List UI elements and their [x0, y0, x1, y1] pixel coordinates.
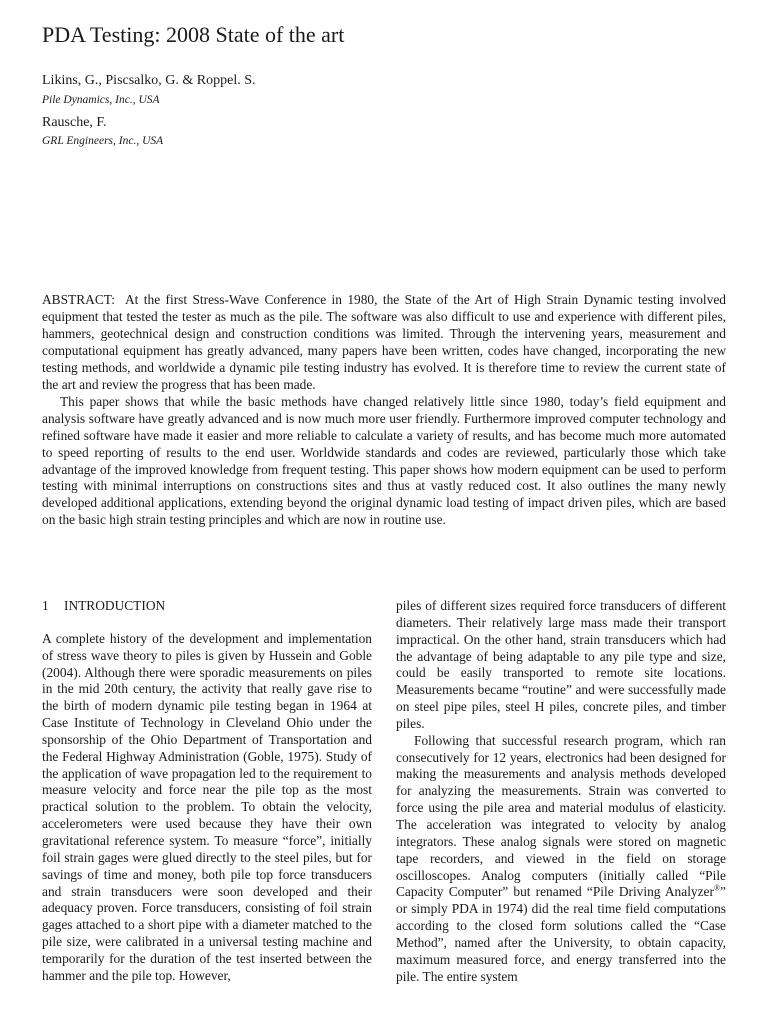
author-names-1: Likins, G., Piscsalko, G. & Roppel. S.	[42, 73, 256, 88]
section-title: INTRODUCTION	[64, 598, 166, 613]
author-affiliation-2: GRL Engineers, Inc., USA	[42, 135, 164, 147]
body-paragraph: A complete history of the development and implementation of stress wave theory to piles is given by Hussein and Goble (2004). Although there were sporadic measurements on piles in the mid 20th century, the activity that really gave rise to the birth of modern dynamic pile testing began in 1964 at Case Institute of Technology in Cleveland Ohio under the sponsorship of the Ohio Department of Transportation and the Federal Highway Administration (Goble, 1975). Study of the application of wave propagation led to the requirement to measure velocity and force near the pile top as the most practical solution to the problem. To obtain the velocity, accelerometers were used because they have their own gravitational reference system. To measure “force”, initially foil strain gages were glued directly to the steel piles, but for savings of time and money, both pile top force transducers and strain transducers were soon developed and their adequacy proven. Force transducers, consisting of foil strain gages attached to a short pipe with a diameter matched to the pile size, were calibrated in a universal testing machine and temporarily for the duration of the test inserted between the hammer and the pile top. However,	[42, 630, 372, 983]
abstract-paragraph-1: ABSTRACT: At the first Stress-Wave Conference in 1980, the State of the Art of High Strain Dynamic testing involved equipment that tested the tester as much as the pile. The software was also difficult to use and experience with different piles, hammers, geotechnical design and construction conditions was limited. Through the intervening years, measurement and computational equipment has greatly advanced, many papers have been written, codes have changed, incorporating the new testing methods, and worldwide a dynamic pile testing industry has evolved. It is therefore time to review the current state of the art and review the progress that has been made.	[42, 292, 726, 392]
body-text: Following that successful research program, which ran consecutively for 12 years, electronics had been designed for making the measurements and analysis methods developed for analyzing the measurements. Strain was converted to force using the pile area and material modulus of elasticity. The acceleration was integrated to velocity by analog integrators. These analog signals were stored on magnetic tape recorders, and viewed in the field on storage oscilloscopes. Analog computers (initially called “Pile Capacity Computer” but renamed “Pile Driving Analyzer	[396, 732, 726, 900]
body-paragraph: piles of different sizes required force transducers of different diameters. Their relatively large mass made their transport impractical. On the other hand, strain transducers which had the advantage of being adaptable to any pile type and size, could be easily transported to remote site locations. Measurements became “routine” and were successfully made on steel pipe piles, steel H piles, concrete piles, and timber piles.	[396, 598, 726, 731]
abstract-paragraph-2: This paper shows that while the basic methods have changed relatively little since 1980, today’s field equipment and analysis software have greatly advanced and is now much more user friendly. Furthermore improved computer technology and refined software have made it easier and more reliable to calculate a variety of results, and has become much more automated to speed reporting of results to the end user. Worldwide standards and codes are reviewed, particularly those which take advantage of the improved knowledge from frequent testing. This paper shows how modern equipment can be used to perform testing with minimal interruptions on constructions sites and thus at vastly reduced cost. It also outlines the many newly developed additional applications, extending beyond the original dynamic load testing of impact driven piles, which are based on the basic high strain testing principles and which are now in routine use.	[42, 393, 726, 528]
body-paragraph	[396, 733, 726, 986]
author-affiliation-1: Pile Dynamics, Inc., USA	[42, 94, 160, 106]
body-text: ” or simply PDA in 1974) did the real time field computations according to the closed form solutions called the “Case Method”, named after the University, to obtain capacity, maximum measured force, and energy transferred into the pile. The entire system	[396, 884, 726, 984]
author-names-2: Rausche, F.	[42, 115, 107, 130]
left-column	[42, 598, 372, 985]
registered-mark: ®	[713, 883, 721, 893]
abstract	[42, 292, 726, 529]
right-column	[396, 598, 726, 985]
section-heading	[42, 598, 372, 615]
paper-title: PDA Testing: 2008 State of the art	[42, 22, 345, 47]
section-number: 1	[42, 598, 49, 613]
